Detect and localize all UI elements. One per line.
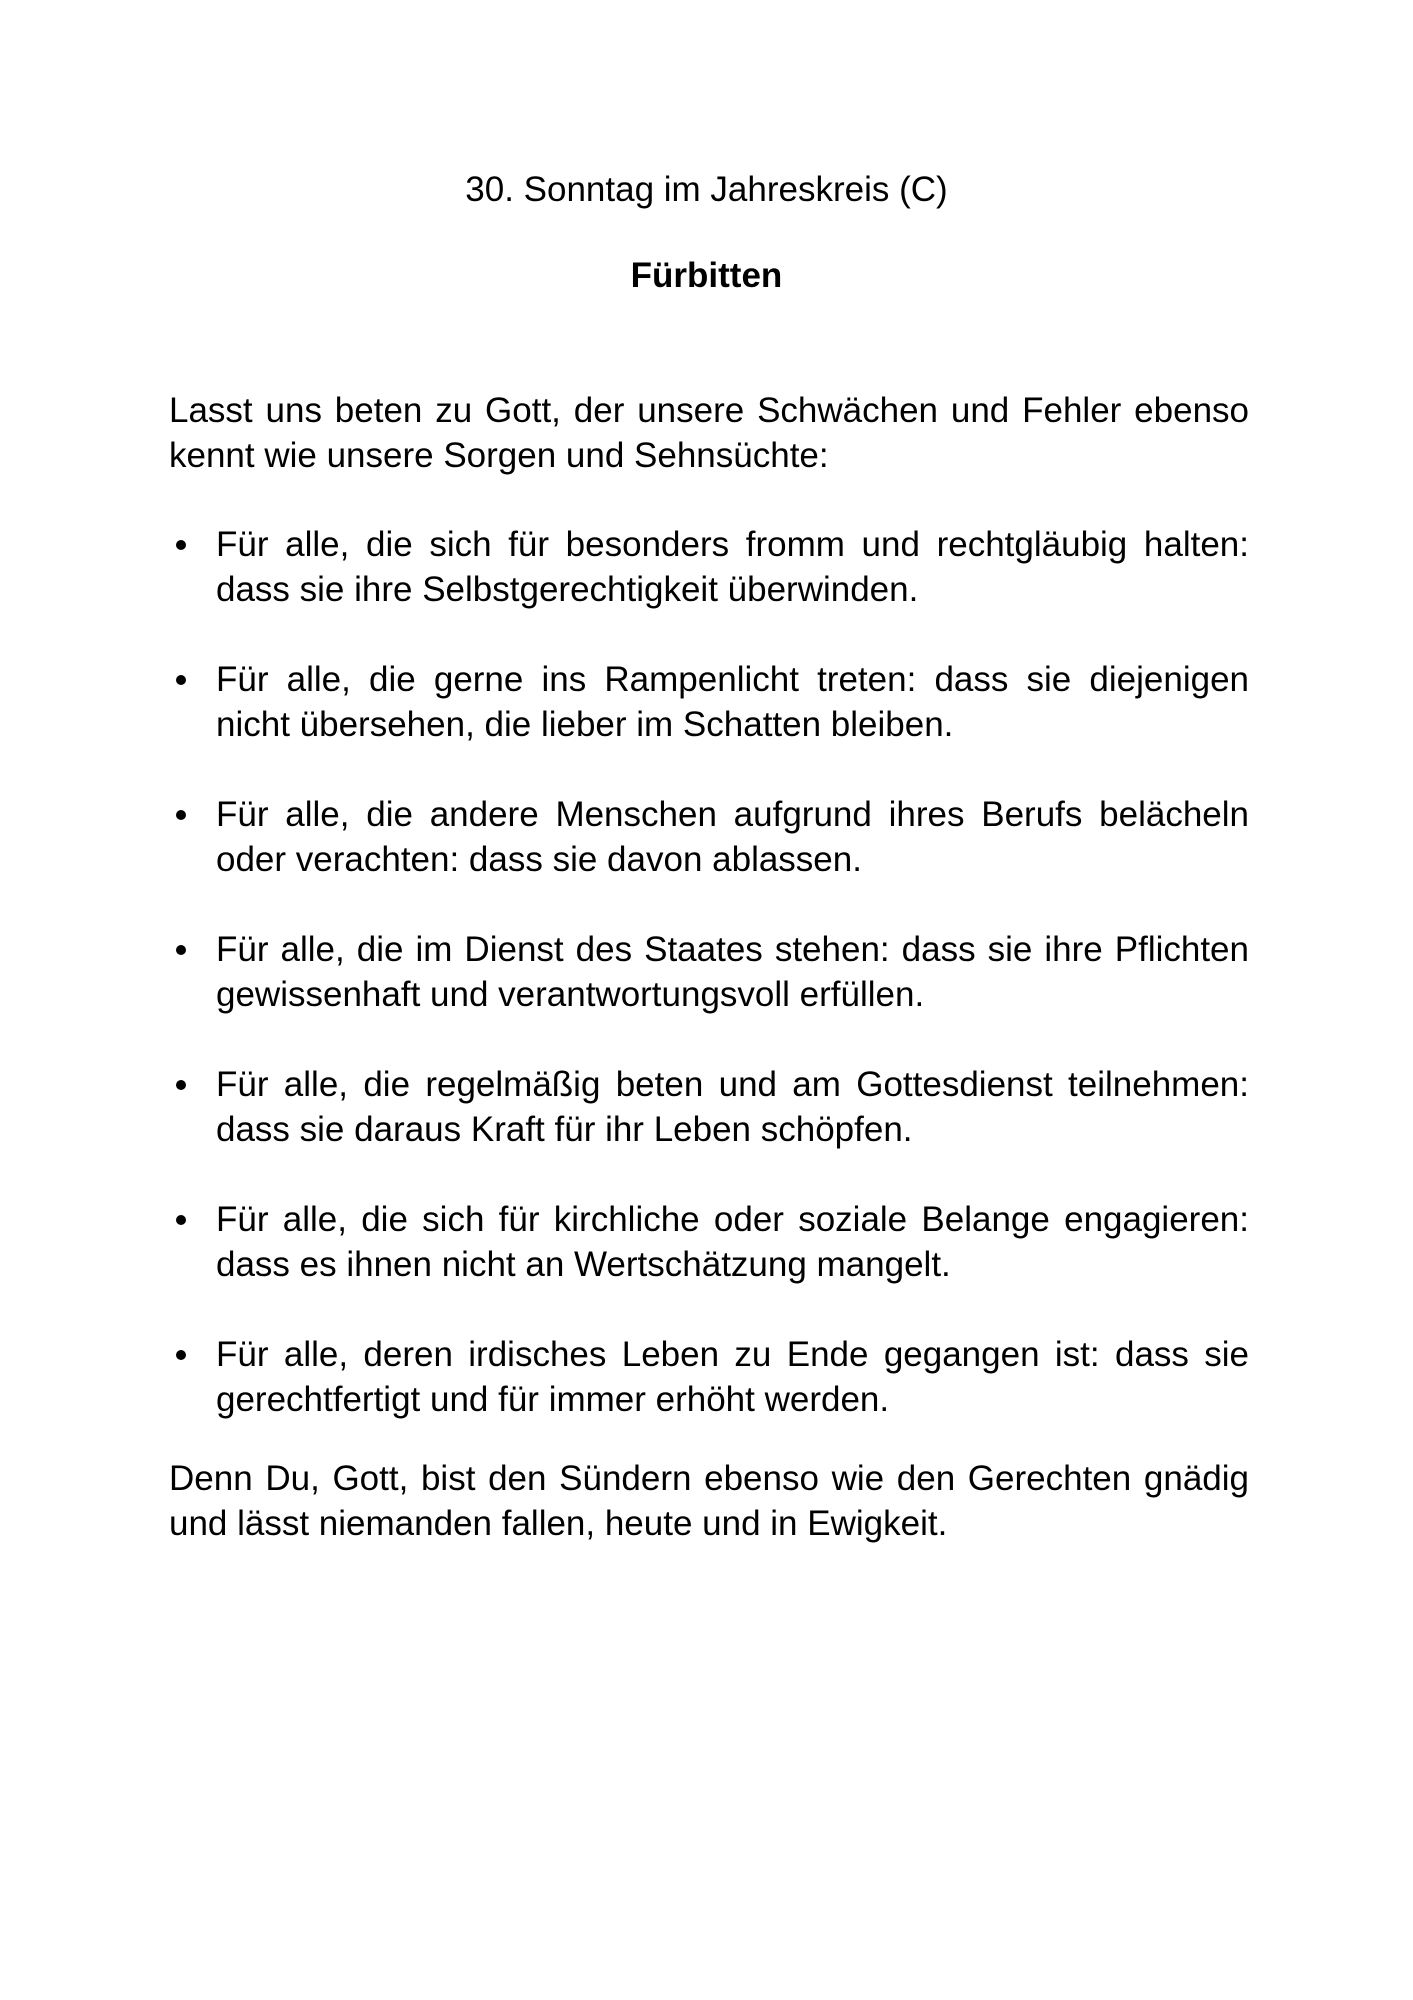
petition-list	[169, 522, 1249, 1467]
petition-item	[169, 657, 1249, 747]
petition-item	[169, 792, 1249, 882]
petition-item	[169, 1197, 1249, 1287]
bullet-icon	[176, 1080, 186, 1090]
liturgical-date: 30. Sonntag im Jahreskreis (C)	[465, 170, 948, 209]
petition-text: Für alle, deren irdisches Leben zu Ende gegangen ist: dass sie gerechtfertigt und für immer erhöht werden.	[216, 1335, 1249, 1419]
petition-text: Für alle, die sich für besonders fromm und rechtgläubig halten: dass sie ihre Selbstgerechtigkeit überwinden.	[216, 525, 1249, 609]
bullet-icon	[176, 1215, 186, 1225]
bullet-icon	[176, 540, 186, 550]
bullet-icon	[176, 810, 186, 820]
bullet-icon	[176, 1350, 186, 1360]
bullet-icon	[176, 675, 186, 685]
page-title: Fürbitten	[630, 256, 783, 295]
bullet-icon	[176, 945, 186, 955]
intro-paragraph: Lasst uns beten zu Gott, der unsere Schwächen und Fehler ebenso kennt wie unsere Sorgen und Sehnsüchte:	[169, 391, 1249, 475]
petition-item	[169, 1332, 1249, 1422]
petition-item	[169, 522, 1249, 612]
petition-text: Für alle, die gerne ins Rampenlicht treten: dass sie diejenigen nicht übersehen, die lieber im Schatten bleiben.	[216, 660, 1249, 744]
closing-paragraph: Denn Du, Gott, bist den Sündern ebenso wie den Gerechten gnädig und lässt niemanden fallen, heute und in Ewigkeit.	[169, 1459, 1249, 1543]
petition-text: Für alle, die sich für kirchliche oder soziale Belange engagieren: dass es ihnen nicht an Wertschätzung mangelt.	[216, 1200, 1249, 1284]
petition-text: Für alle, die regelmäßig beten und am Gottesdienst teilnehmen: dass sie daraus Kraft für ihr Leben schöpfen.	[216, 1065, 1249, 1149]
petition-text: Für alle, die andere Menschen aufgrund ihres Berufs belächeln oder verachten: dass sie davon ablassen.	[216, 795, 1249, 879]
petition-text: Für alle, die im Dienst des Staates stehen: dass sie ihre Pflichten gewissenhaft und verantwortungsvoll erfüllen.	[216, 930, 1249, 1014]
petition-item	[169, 1062, 1249, 1152]
petition-item	[169, 927, 1249, 1017]
